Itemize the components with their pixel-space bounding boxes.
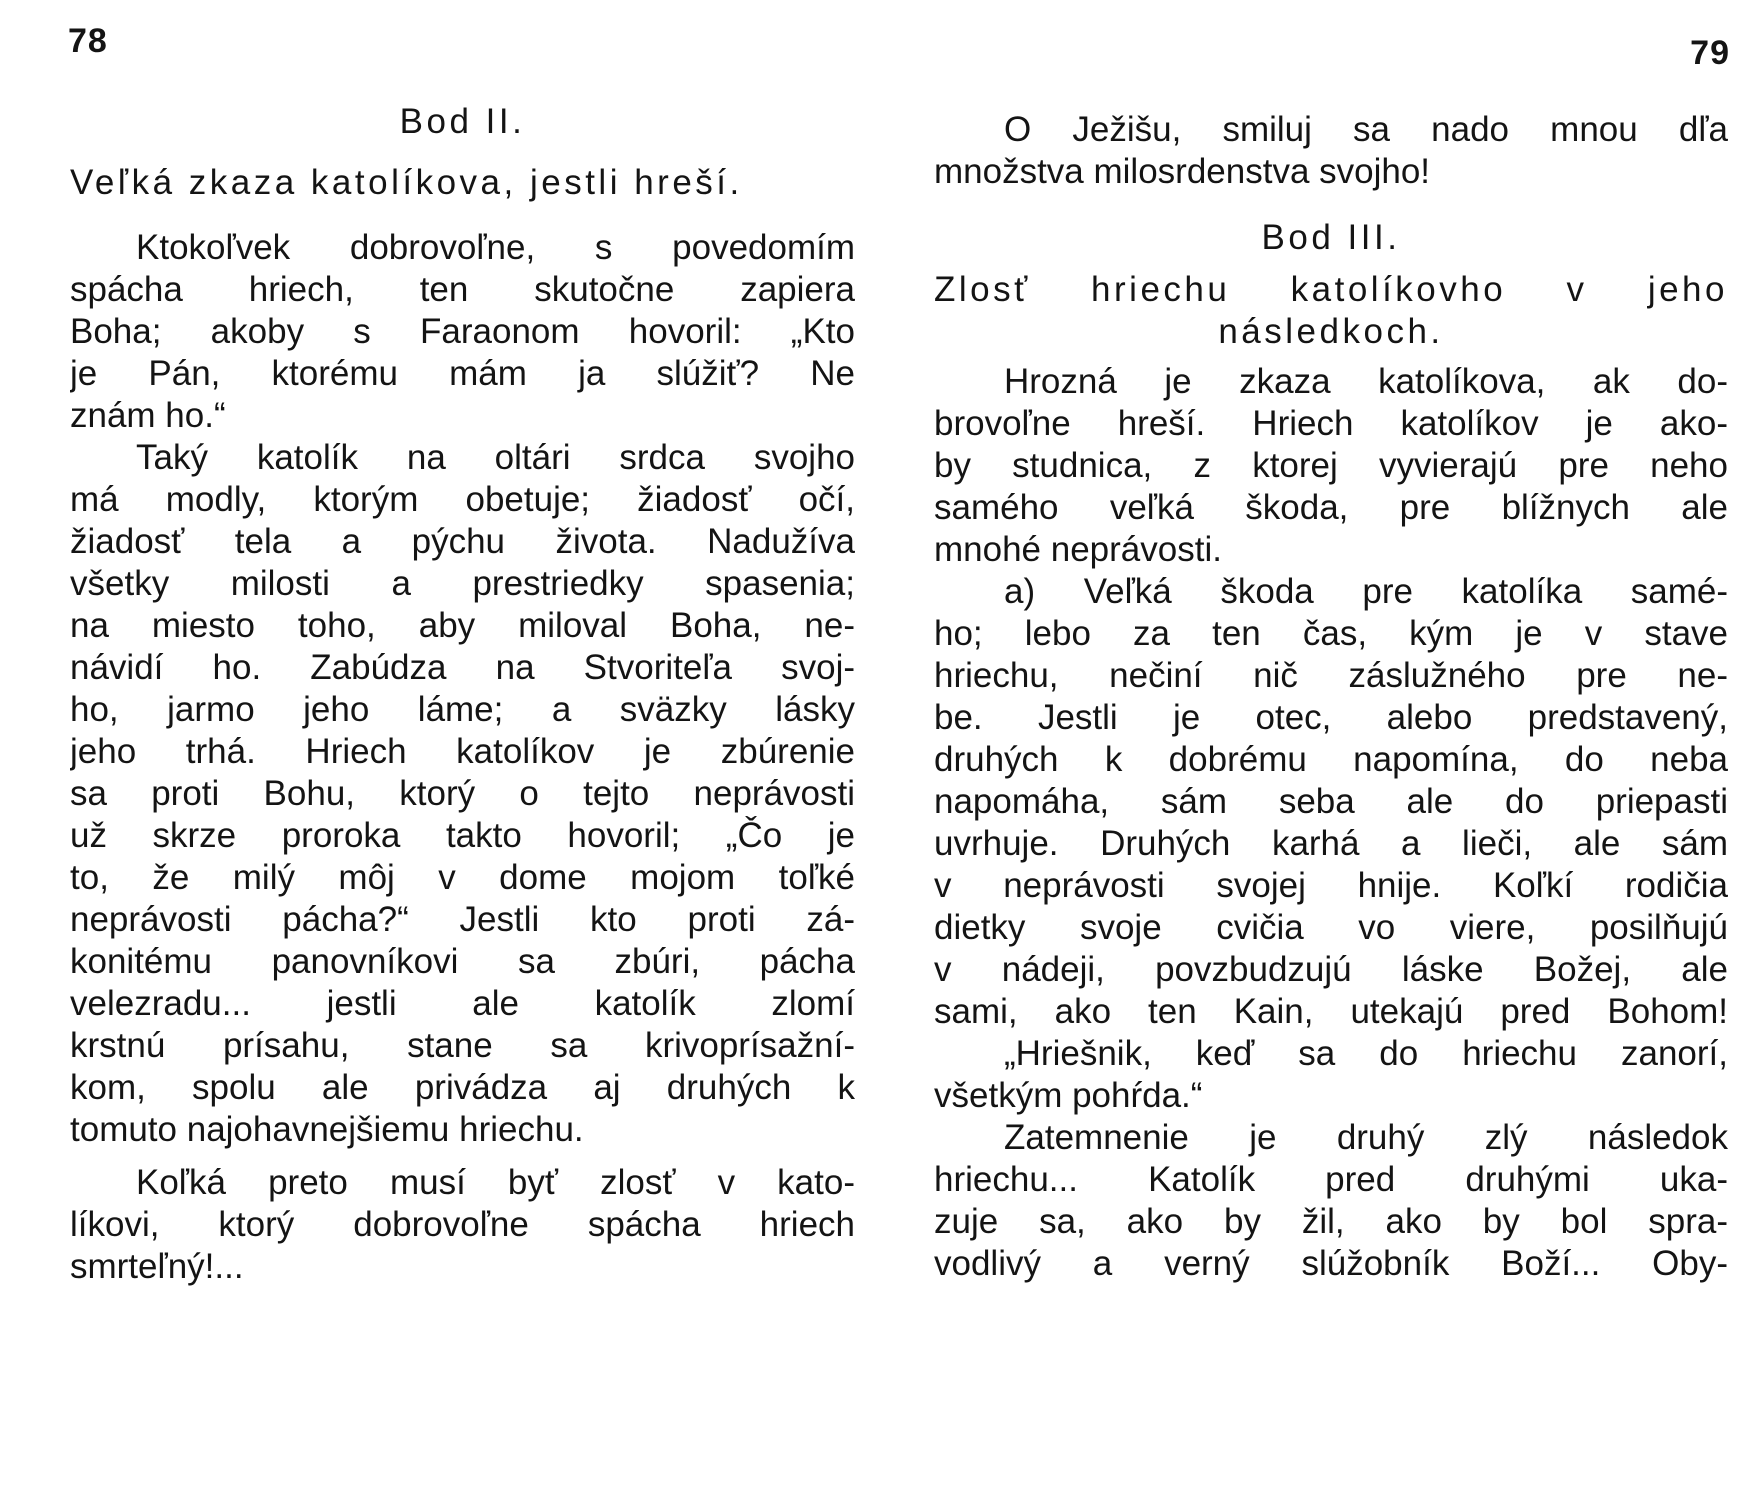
text-line: už skrze proroka takto hovoril; „Čo je	[70, 816, 855, 855]
text-line: krstnú prísahu, stane sa krivoprísažní-	[70, 1026, 855, 1065]
text-line: brovoľne hreší. Hriech katolíkov je ako-	[934, 404, 1728, 443]
text-line: Koľká preto musí byť zlosť v kato-	[136, 1163, 855, 1202]
text-line: spácha hriech, ten skutočne zapiera	[70, 270, 855, 309]
text-line: mnohé neprávosti.	[934, 530, 1222, 569]
text-line: Hrozná je zkaza katolíkova, ak do-	[1004, 362, 1728, 401]
text-line: konitému panovníkovi sa zbúri, pácha	[70, 942, 855, 981]
text-line: sa proti Bohu, ktorý o tejto neprávosti	[70, 774, 855, 813]
text-line: ho; lebo za ten čas, kým je v stave	[934, 614, 1728, 653]
text-line: vodlivý a verný slúžobník Boží... Oby-	[934, 1244, 1728, 1283]
text-line: velezradu... jestli ale katolík zlomí	[70, 984, 855, 1023]
text-line: znám ho.“	[70, 396, 226, 435]
text-line: „Hriešnik, keď sa do hriechu zanorí,	[1004, 1034, 1728, 1073]
right-page	[878, 0, 1756, 1500]
section-subheading-left: Veľká zkaza katolíkova, jestli hreší.	[70, 163, 743, 202]
text-line: Boha; akoby s Faraonom hovoril: „Kto	[70, 312, 855, 351]
text-line: ho, jarmo jeho láme; a sväzky lásky	[70, 690, 855, 729]
text-line: uvrhuje. Druhých karhá a lieči, ale sám	[934, 824, 1728, 863]
text-line: napomáha, sám seba ale do priepasti	[934, 782, 1728, 821]
text-line: zuje sa, ako by žil, ako by bol spra-	[934, 1202, 1728, 1241]
text-line: Zatemnenie je druhý zlý následok	[1004, 1118, 1728, 1157]
text-line: sami, ako ten Kain, utekajú pred Bohom!	[934, 992, 1728, 1031]
text-line: be. Jestli je otec, alebo predstavený,	[934, 698, 1728, 737]
text-line: Taký katolík na oltári srdca svojho	[136, 438, 855, 477]
text-line: je Pán, ktorému mám ja slúžiť? Ne	[70, 354, 855, 393]
text-line: jeho trhá. Hriech katolíkov je zbúrenie	[70, 732, 855, 771]
text-line: druhých k dobrému napomína, do neba	[934, 740, 1728, 779]
text-line: Ktokoľvek dobrovoľne, s povedomím	[136, 228, 855, 267]
text-line: a) Veľká škoda pre katolíka samé-	[1004, 572, 1728, 611]
text-line: samého veľká škoda, pre blížnych ale	[934, 488, 1728, 527]
page-number-right: 79	[1690, 34, 1730, 72]
text-line: to, že milý môj v dome mojom toľké	[70, 858, 855, 897]
section-heading-bod-ii: Bod II.	[399, 102, 526, 141]
text-line: neprávosti pácha?“ Jestli kto proti zá-	[70, 900, 855, 939]
text-line: všetkým pohŕda.“	[934, 1076, 1203, 1115]
prayer-line: O Ježišu, smiluj sa nado mnou dľa	[1004, 110, 1728, 149]
text-line: by studnica, z ktorej vyvierajú pre neho	[934, 446, 1728, 485]
text-line: má modly, ktorým obetuje; žiadosť očí,	[70, 480, 855, 519]
text-line: všetky milosti a prestriedky spasenia;	[70, 564, 855, 603]
text-line: v neprávosti svojej hnije. Koľkí rodičia	[934, 866, 1728, 905]
text-line: líkovi, ktorý dobrovoľne spácha hriech	[70, 1205, 855, 1244]
page-number-left: 78	[68, 22, 108, 60]
text-line: návidí ho. Zabúdza na Stvoriteľa svoj-	[70, 648, 855, 687]
text-line: na miesto toho, aby miloval Boha, ne-	[70, 606, 855, 645]
prayer-line: množstva milosrdenstva svojho!	[934, 152, 1431, 191]
text-line: v nádeji, povzbudzujú láske Božej, ale	[934, 950, 1728, 989]
section-subheading-right: následkoch.	[1218, 312, 1444, 351]
text-line: hriechu, nečiní nič záslužného pre ne-	[934, 656, 1728, 695]
text-line: smrteľný!...	[70, 1247, 244, 1286]
text-line: kom, spolu ale privádza aj druhých k	[70, 1068, 855, 1107]
text-line: žiadosť tela a pýchu života. Nadužíva	[70, 522, 855, 561]
section-subheading-right: Zlosť hriechu katolíkovho v jeho	[934, 270, 1728, 309]
text-line: tomuto najohavnejšiemu hriechu.	[70, 1110, 584, 1149]
text-line: hriechu... Katolík pred druhými uka-	[934, 1160, 1728, 1199]
section-heading-bod-iii: Bod III.	[1261, 218, 1401, 257]
text-line: dietky svoje cvičia vo viere, posilňujú	[934, 908, 1728, 947]
